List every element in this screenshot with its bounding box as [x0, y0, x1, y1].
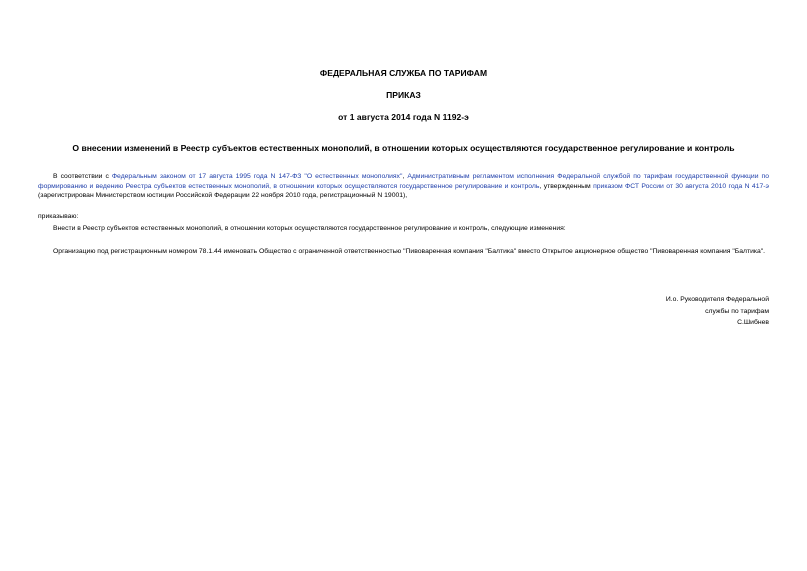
- preamble-text: ,: [402, 173, 408, 180]
- signature-line-1: И.о. Руководителя Федеральной: [665, 296, 769, 303]
- order-417-link[interactable]: приказом ФСТ России от 30 августа 2010 года N 417-э: [593, 182, 770, 190]
- preamble-text: , утвержденным: [539, 182, 594, 190]
- signature-line-2: службы по тарифам: [705, 307, 769, 315]
- agency-heading: ФЕДЕРАЛЬНАЯ СЛУЖБА ПО ТАРИФАМ: [319, 68, 488, 78]
- clause-2: Организацию под регистрационным номером 78.1.44 именовать Общество с ограниченной ответственностью "Пивоваренная компания "Балтика" вместо Открытое акционерное общество "Пивоваренная компания "Балтика".: [53, 248, 766, 255]
- date-number-heading: от 1 августа 2014 года N 1192-э: [338, 112, 469, 122]
- order-word: приказываю:: [38, 213, 79, 220]
- clause-1: Внести в Реестр субъектов естественных монополий, в отношении которых осуществляются государственное регулирование и контроль, следующие изменения:: [53, 225, 566, 232]
- preamble-paragraph: [38, 172, 769, 201]
- doc-type-heading: ПРИКАЗ: [386, 90, 421, 100]
- signature-line-3: С.Шибнев: [737, 319, 769, 326]
- regulation-link[interactable]: Административным регламентом исполнения Федеральной службой по тарифам государственной функции по формированию и ведению Реестра субъектов естественных монополий, в отношении которых осуществляются государственное регулирование и контроль: [38, 173, 769, 190]
- preamble-text: В соответствии с: [53, 173, 112, 180]
- preamble-text: (зарегистрирован Министерством юстиции Российской Федерации 22 ноября 2010 года, регистрационный N 19001),: [38, 192, 408, 199]
- document-title: О внесении изменений в Реестр субъектов естественных монополий, в отношении которых осуществляются государственное регулирование и контроль: [72, 143, 735, 153]
- signature-block: [666, 294, 769, 329]
- federal-law-link[interactable]: Федеральным законом от 17 августа 1995 года N 147-ФЗ "О естественных монополиях": [111, 173, 403, 180]
